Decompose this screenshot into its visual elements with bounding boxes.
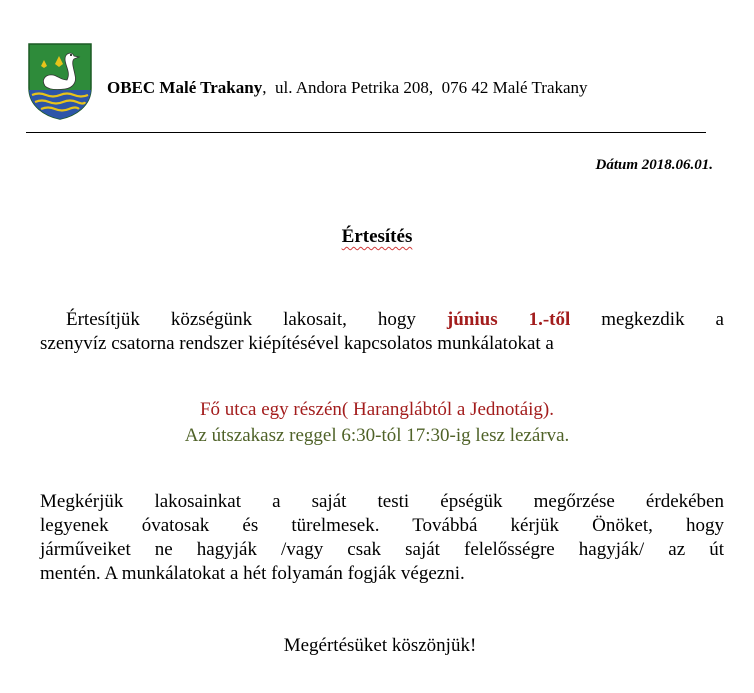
header-divider bbox=[26, 132, 706, 133]
request-line-2: legyenek óvatosak és türelmesek. Továbbá kérjük Önöket, hogy bbox=[40, 515, 724, 536]
document-title-text: Értesítés bbox=[341, 226, 413, 247]
request-paragraph bbox=[40, 490, 724, 586]
letterhead: OBEC Malé Trakany, ul. Andora Petrika 208, 076 42 Malé Trakany bbox=[107, 78, 588, 97]
location-line: Fő utca egy részén( Haranglábtól a Jednotáig). bbox=[199, 399, 554, 420]
intro-post: megkezdik a bbox=[570, 309, 724, 330]
document-date: Dátum 2018.06.01. bbox=[595, 157, 713, 173]
request-line-1: Megkérjük lakosainkat a saját testi épségük megőrzése érdekében bbox=[40, 491, 724, 512]
request-line-4: mentén. A munkálatokat a hét folyamán fogják végezni. bbox=[40, 563, 465, 584]
org-address: ul. Andora Petrika 208, 076 42 Malé Trakany bbox=[274, 78, 588, 97]
document-title bbox=[0, 226, 754, 248]
intro-paragraph bbox=[40, 308, 724, 356]
intro-pre: Értesítjük községünk lakosait, hogy bbox=[66, 309, 447, 330]
request-line-3: járműveiket ne hagyják /vagy csak saját felelősségre hagyják/ az út bbox=[40, 539, 724, 560]
start-date-highlight: június 1.-től bbox=[446, 309, 571, 330]
closing-line: Megértésüket köszönjük! bbox=[283, 635, 477, 656]
intro-line-2: szenyvíz csatorna rendszer kiépítésével kapcsolatos munkálatokat a bbox=[40, 333, 554, 354]
org-name: OBEC Malé Trakany bbox=[107, 78, 263, 97]
closure-line: Az útszakasz reggel 6:30-tól 17:30-ig lesz lezárva. bbox=[184, 425, 570, 446]
intro-line-1 bbox=[40, 308, 724, 332]
village-coat-of-arms-swan-icon bbox=[27, 42, 93, 120]
